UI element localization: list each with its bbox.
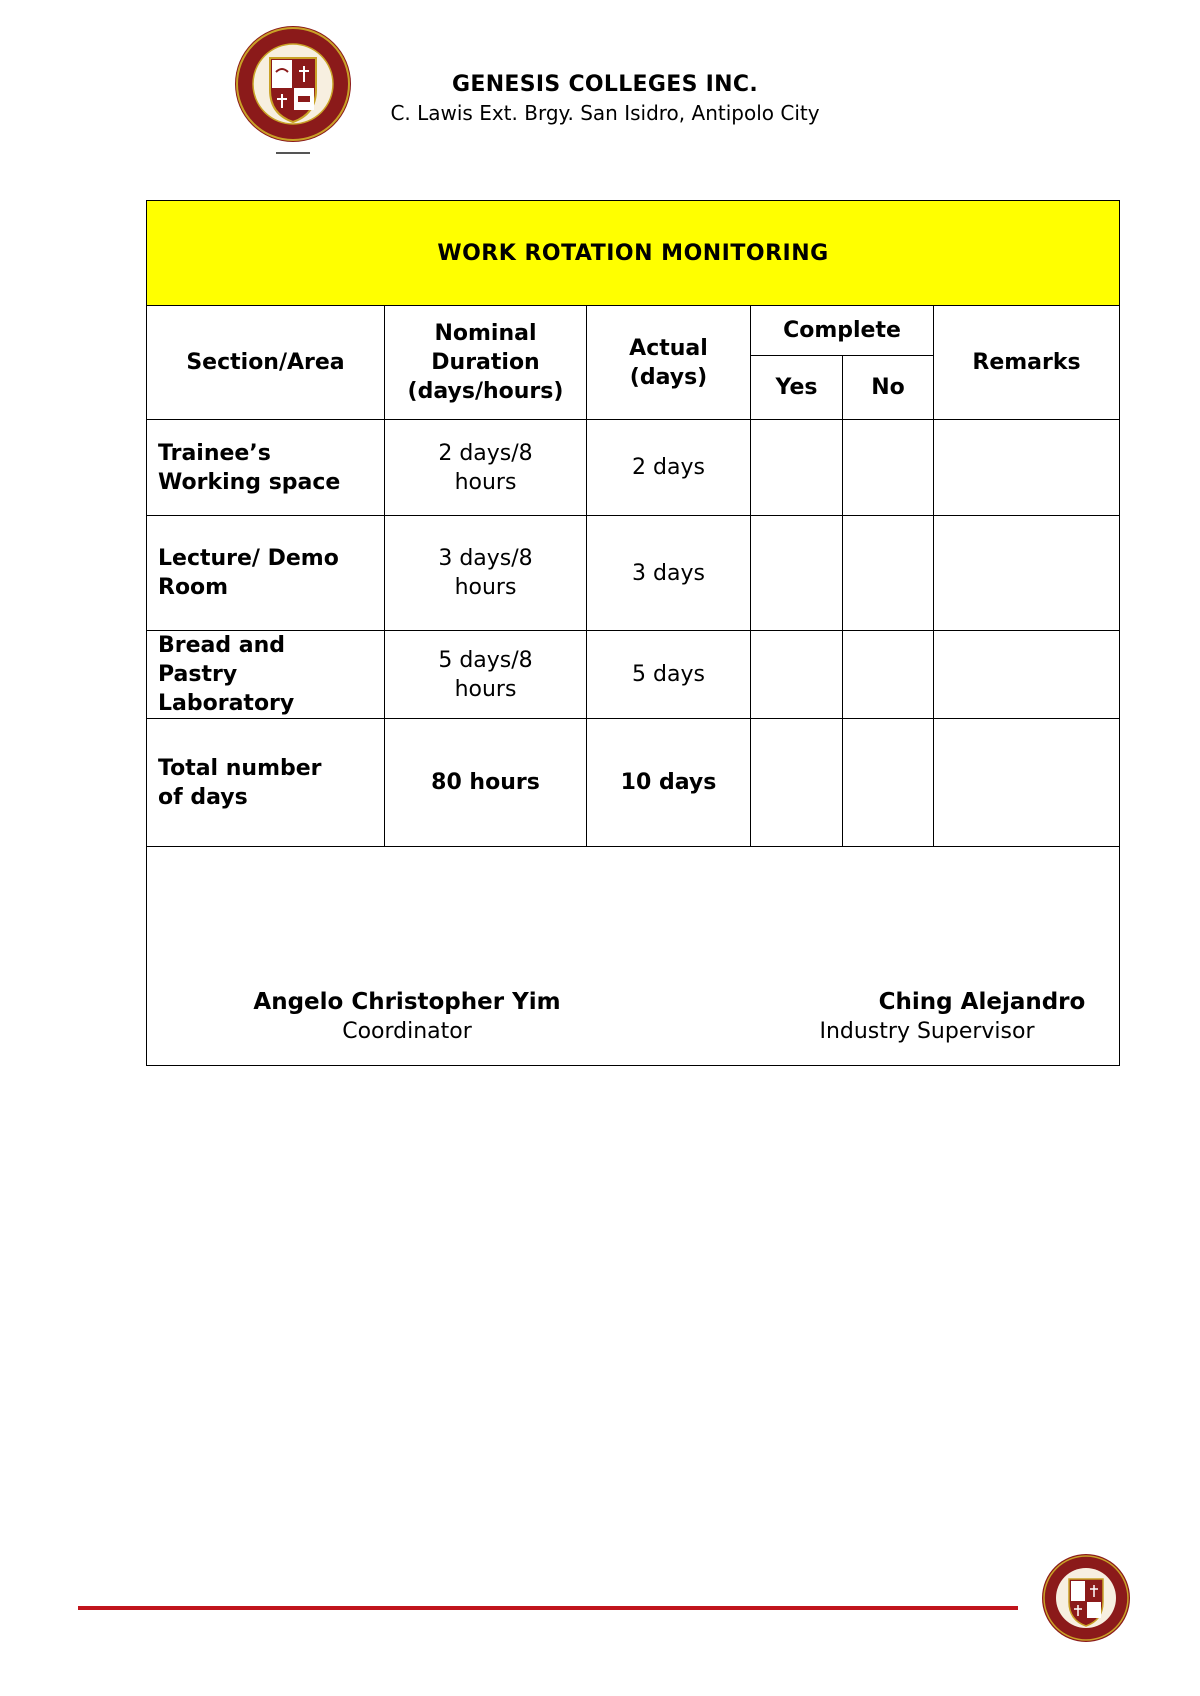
row-section-label: Bread and Pastry Laboratory xyxy=(147,631,385,719)
coordinator-role: Coordinator xyxy=(342,1019,472,1044)
form-title: WORK ROTATION MONITORING xyxy=(147,201,1120,306)
row-section-label: Trainee’s Working space xyxy=(147,420,385,516)
header-complete: Complete xyxy=(751,306,934,356)
total-remarks-cell[interactable] xyxy=(934,719,1120,847)
row-remarks-cell[interactable] xyxy=(934,516,1120,631)
row-actual-days: 5 days xyxy=(587,631,751,719)
row-complete-no-cell[interactable] xyxy=(843,420,934,516)
signature-block xyxy=(147,847,1120,1066)
row-nominal-duration: 3 days/8 hours xyxy=(385,516,587,631)
header-section-area: Section/Area xyxy=(147,306,385,420)
row-complete-yes-cell[interactable] xyxy=(751,631,843,719)
total-complete-no-cell[interactable] xyxy=(843,719,934,847)
row-remarks-cell[interactable] xyxy=(934,631,1120,719)
signatory-supervisor xyxy=(737,987,1117,1047)
signatory-coordinator xyxy=(227,987,587,1047)
organization-name: GENESIS COLLEGES INC. xyxy=(452,72,758,97)
row-complete-yes-cell[interactable] xyxy=(751,516,843,631)
row-remarks-cell[interactable] xyxy=(934,420,1120,516)
total-row xyxy=(147,719,1120,847)
work-rotation-table xyxy=(146,200,1120,1066)
header-no: No xyxy=(843,356,934,420)
total-nominal-hours: 80 hours xyxy=(385,719,587,847)
genesis-colleges-seal-logo xyxy=(228,22,358,157)
supervisor-role: Industry Supervisor xyxy=(819,1019,1035,1044)
row-complete-yes-cell[interactable] xyxy=(751,420,843,516)
row-actual-days: 2 days xyxy=(587,420,751,516)
organization-address: C. Lawis Ext. Brgy. San Isidro, Antipolo City xyxy=(390,101,820,125)
row-complete-no-cell[interactable] xyxy=(843,631,934,719)
row-section-label: Lecture/ Demo Room xyxy=(147,516,385,631)
table-row xyxy=(147,516,1120,631)
coordinator-name: Angelo Christopher Yim xyxy=(253,989,561,1015)
header-actual-days: Actual (days) xyxy=(587,306,751,420)
footer-seal-logo xyxy=(1038,1552,1134,1652)
footer-red-rule xyxy=(78,1606,1018,1610)
header-nominal-duration: Nominal Duration (days/hours) xyxy=(385,306,587,420)
table-row xyxy=(147,420,1120,516)
header-yes: Yes xyxy=(751,356,843,420)
row-actual-days: 3 days xyxy=(587,516,751,631)
header-remarks: Remarks xyxy=(934,306,1120,420)
supervisor-name: Ching Alejandro xyxy=(878,989,1086,1015)
row-nominal-duration: 2 days/8 hours xyxy=(385,420,587,516)
total-complete-yes-cell[interactable] xyxy=(751,719,843,847)
row-nominal-duration: 5 days/8 hours xyxy=(385,631,587,719)
row-complete-no-cell[interactable] xyxy=(843,516,934,631)
table-row xyxy=(147,631,1120,719)
total-label: Total number of days xyxy=(147,719,385,847)
total-actual-days: 10 days xyxy=(587,719,751,847)
